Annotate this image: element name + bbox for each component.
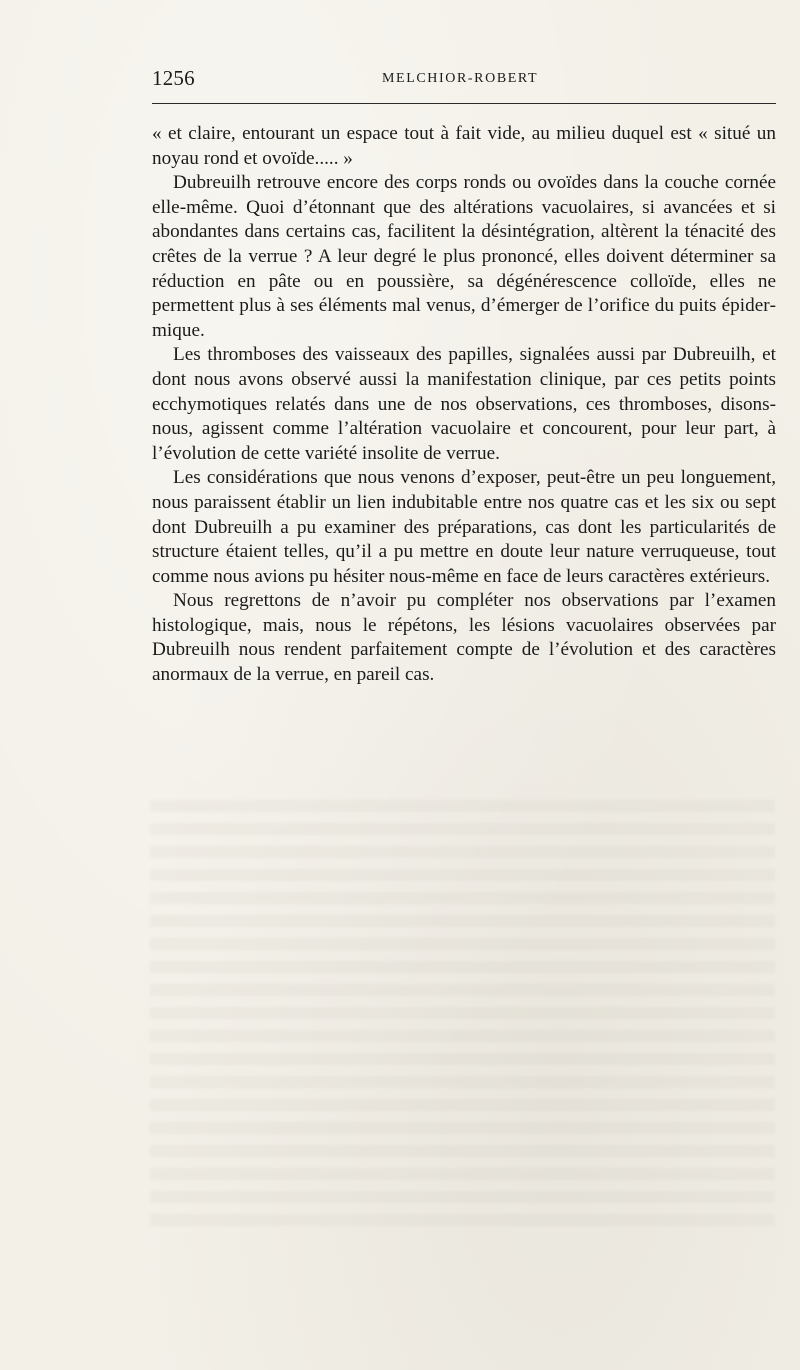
paragraph: Les thromboses des vaisseaux des papilles, signalées aussi par Dubreuilh, et dont nous avons observé aussi la manifestation clinique, par ces petits points ecchymotiques relatés dans une de nos observations, ces thromboses, disons-nous, agissent comme l’altération vacuolaire et concourent, pour leur part, à l’évolution de cette variété insolite de verrue. <box>152 344 776 464</box>
bleed-through-texture <box>150 800 775 1230</box>
body-text <box>152 122 776 688</box>
paragraph-quote-continuation: « et claire, entourant un espace tout à fait vide, au milieu duquel est « situé un noyau rond et ovoïde..... » <box>152 123 776 169</box>
header-rule <box>152 103 776 104</box>
page-header <box>152 66 776 92</box>
running-head: MELCHIOR-ROBERT <box>382 71 539 86</box>
paragraph: Nous regrettons de n’avoir pu compléter nos observations par l’examen histologique, mais, nous le répétons, les lésions vacuolaires observées par Dubreuilh nous rendent parfaitement compte de l’évolution et des caractères anormaux de la verrue, en pareil cas. <box>152 590 776 686</box>
page-number: 1256 <box>152 66 195 90</box>
paragraph: Dubreuilh retrouve encore des corps ronds ou ovoïdes dans la couche cornée elle-même. Quoi d’étonnant que des altérations vacuolaires, si avancées et si abondantes dans certains cas, facilitent la désintégration, altèrent la ténacité des crêtes de la verrue ? A leur degré le plus prononcé, elles doivent déterminer sa réduction en pâte ou en poussière, sa dégénérescence colloïde, elles ne permettent plus à ses éléments mal venus, d’émerger de l’orifice du puits épidermique. <box>152 172 776 341</box>
paragraph: Les considérations que nous venons d’exposer, peut-être un peu longuement, nous paraissent établir un lien indubitable entre nos quatre cas et les six ou sept dont Dubreuilh a pu examiner des préparations, cas dont les particularités de structure étaient telles, qu’il a pu mettre en doute leur nature verruqueuse, tout comme nous avions pu hésiter nous-même en face de leurs caractères extérieurs. <box>152 467 776 587</box>
